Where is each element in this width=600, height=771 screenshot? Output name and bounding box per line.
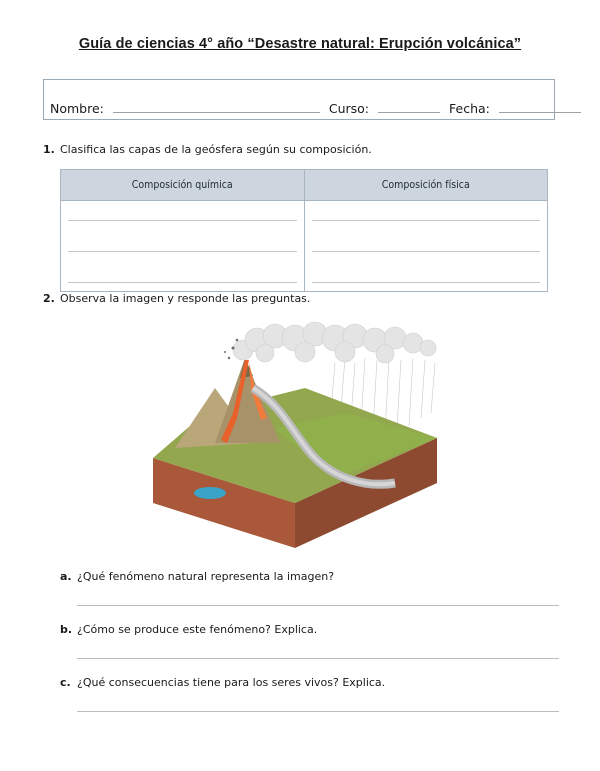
answer-line-a[interactable] bbox=[77, 605, 559, 606]
column-header-chemical: Composición química bbox=[61, 170, 305, 201]
course-field[interactable] bbox=[378, 100, 440, 113]
question-2 bbox=[43, 292, 310, 305]
subquestion-b-text: ¿Cómo se produce este fenómeno? Explica. bbox=[77, 623, 318, 636]
subquestion-b bbox=[60, 623, 317, 636]
physical-answer-lines bbox=[312, 201, 541, 291]
question-2-number: 2. bbox=[43, 292, 55, 305]
student-info-row bbox=[50, 100, 581, 116]
subquestion-c bbox=[60, 676, 385, 689]
subquestion-c-letter: c. bbox=[60, 676, 71, 689]
subquestion-a-letter: a. bbox=[60, 570, 72, 583]
answer-line-c[interactable] bbox=[77, 711, 559, 712]
name-field[interactable] bbox=[113, 100, 320, 113]
name-label: Nombre: bbox=[50, 101, 104, 116]
answer-line-b[interactable] bbox=[77, 658, 559, 659]
date-field[interactable] bbox=[499, 100, 581, 113]
date-label: Fecha: bbox=[449, 101, 490, 116]
question-1-number: 1. bbox=[43, 143, 55, 156]
question-1 bbox=[43, 143, 372, 156]
subquestion-a-text: ¿Qué fenómeno natural representa la imagen? bbox=[77, 570, 335, 583]
subquestion-c-text: ¿Qué consecuencias tiene para los seres vivos? Explica. bbox=[77, 676, 386, 689]
subquestion-a bbox=[60, 570, 334, 583]
chemical-answer-lines bbox=[68, 201, 297, 291]
course-label: Curso: bbox=[328, 101, 370, 116]
worksheet-title: Guía de ciencias 4° año “Desastre natural: Erupción volcánica” bbox=[78, 36, 522, 52]
question-2-text: Observa la imagen y responde las preguntas. bbox=[60, 292, 311, 305]
volcano-eruption-illustration-icon bbox=[145, 318, 445, 548]
student-info-box bbox=[43, 79, 555, 120]
subquestion-b-letter: b. bbox=[60, 623, 73, 636]
physical-answer-cell[interactable] bbox=[304, 201, 548, 292]
composition-table bbox=[60, 169, 548, 292]
chemical-answer-cell[interactable] bbox=[61, 201, 305, 292]
column-header-physical: Composición física bbox=[304, 170, 548, 201]
question-1-text: Clasifica las capas de la geósfera según su composición. bbox=[60, 143, 372, 156]
